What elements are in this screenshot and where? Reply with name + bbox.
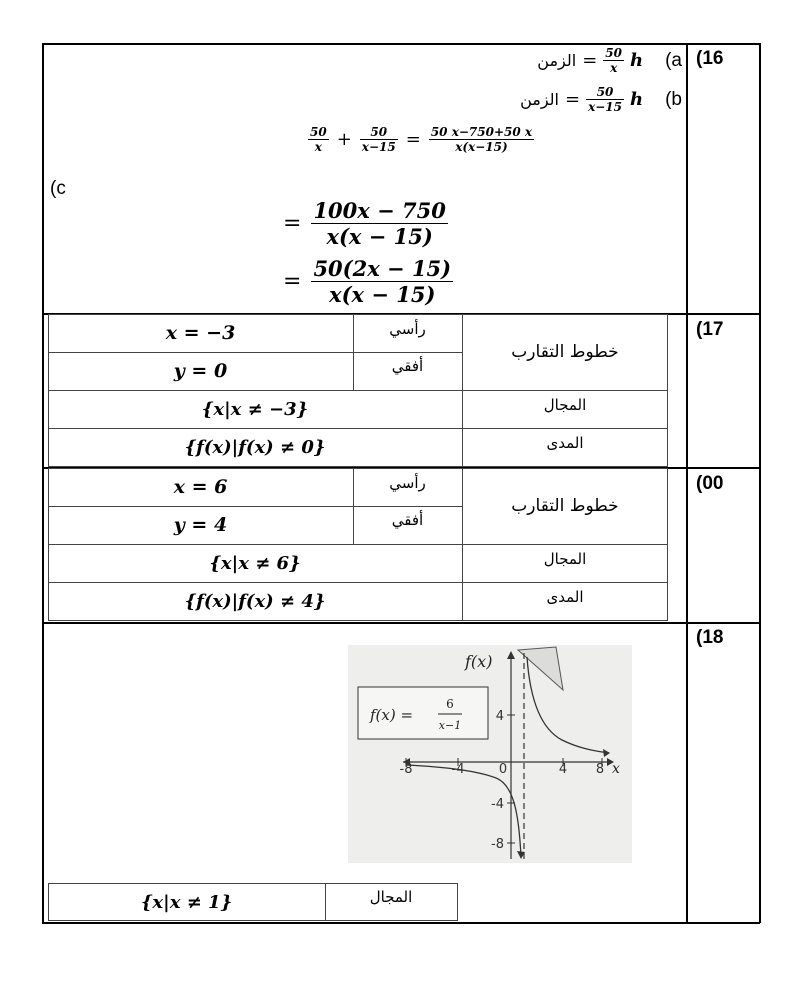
y-tick-label-neg8: -8 [491,837,504,852]
q16c-term1-den: x [308,139,329,154]
q17-vertical-value: x = −3 [165,322,236,344]
table-right-border [759,43,761,923]
question-number-17: (17 [696,319,724,340]
q18-domain-table [48,883,458,921]
q16b-denominator: x−15 [588,100,622,114]
q16c-marker: (c [50,178,66,199]
q17-horizontal-value: y = 0 [173,360,228,382]
x-tick-label-4: 4 [558,762,568,777]
table-left-border [42,43,44,923]
q00-vertical-value: x = 6 [173,476,228,498]
q16a-equals: = [582,50,598,71]
q16a-marker: (a [665,49,682,71]
q17-table [48,314,668,467]
q16b-marker: (b [665,88,682,110]
q18-domain-label: المجال [369,888,413,906]
q16c-plus: + [336,129,352,150]
q00-domain-value: {x|x ≠ 6} [209,552,301,574]
row-divider-00-18 [42,622,760,624]
question-number-16: (16 [696,48,724,69]
q16c-term2-den: x−15 [361,140,396,154]
q00-range-label: المدى [546,588,584,606]
q16-part-a [537,46,682,75]
table-bottom-border [42,922,760,924]
q16c-equals-1: = [405,129,421,150]
q17-vertical-label: رأسي [389,320,426,338]
q16c-line2-den: x(x − 15) [311,223,447,249]
q16a-numerator: 50 [605,46,622,60]
q16c-line3 [283,256,453,307]
q16c-equals-3: = [283,269,302,294]
q16a-denominator: x [603,60,624,75]
graph-background [348,645,632,863]
q16a-word: الزمن [537,51,577,70]
function-label-denominator: x−1 [438,719,462,732]
q16a-unit: h [630,50,644,71]
q16c-combined-num: 50 x−750+50 x [430,125,533,139]
q16c-term1 [308,125,329,154]
q16c-combined [429,125,534,154]
q16c-line3-num: 50(2x − 15) [313,256,452,281]
x-tick-label-neg4: -4 [451,762,465,777]
q16-part-b [520,85,682,114]
y-tick-label-neg4: -4 [491,797,504,812]
q00-horizontal-value: y = 4 [173,514,228,536]
q16c-term1-num: 50 [310,125,327,139]
q16b-equals: = [564,89,581,110]
q17-horizontal-label: أفقي [391,357,424,375]
function-graph-image [348,645,632,863]
q16c-line2-fraction [311,198,447,249]
q16c-combined-den: x(x−15) [429,139,534,154]
q17-domain-value: {x|x ≠ −3} [201,398,309,420]
graph-svg [348,645,632,863]
y-axis-label: f(x) [465,652,493,671]
q16c-line1 [308,125,534,154]
number-column-divider [686,43,688,923]
y-tick-label-4: 4 [495,709,504,724]
q16c-line3-den: x(x − 15) [311,281,453,307]
q00-asymptotes-label: خطوط التقارب [511,496,619,516]
q16c-line2-num: 100x − 750 [313,198,446,223]
x-tick-label-0: 0 [498,762,508,777]
q16b-fraction [586,85,624,114]
q00-horizontal-label: أفقي [391,511,424,529]
x-tick-label-neg8: -8 [399,762,413,777]
q00-table [48,468,668,621]
function-label-lhs: f(x) = [370,706,414,724]
q16c-term2 [360,125,398,154]
function-label-numerator: 6 [446,697,454,711]
q16c-equals-2: = [283,211,302,236]
q00-range-value: {f(x)|f(x) ≠ 4} [184,590,326,612]
q16b-numerator: 50 [596,85,614,99]
q16c-term2-num: 50 [370,125,388,139]
x-axis-label: x [612,761,620,777]
question-number-18: (18 [696,627,724,648]
q00-domain-label: المجال [543,550,587,568]
table-top-border [42,43,760,45]
q00-vertical-label: رأسي [389,474,426,492]
q17-range-value: {f(x)|f(x) ≠ 0} [184,436,326,458]
q16c-line3-fraction [311,256,453,307]
q17-domain-label: المجال [543,396,587,414]
q17-range-label: المدى [546,434,584,452]
q16c-line2 [283,198,448,249]
q16b-word: الزمن [520,90,559,109]
q17-asymptotes-label: خطوط التقارب [511,342,619,362]
q16b-unit: h [630,89,644,110]
x-tick-label-8: 8 [595,762,605,777]
q18-domain-value: {x|x ≠ 1} [140,891,233,913]
question-number-00: (00 [696,473,724,494]
q16a-fraction [603,46,624,75]
